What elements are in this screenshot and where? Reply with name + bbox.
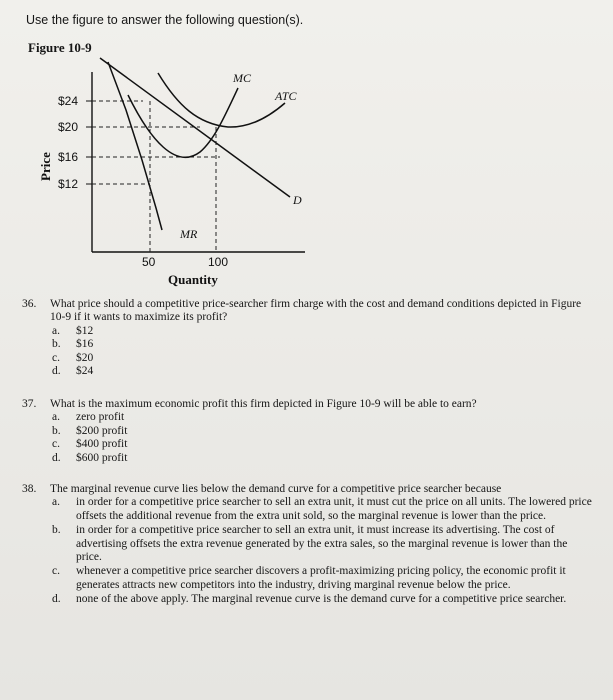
option-c[interactable]: c. $400 profit [52, 438, 128, 451]
question-stem: The marginal revenue curve lies below the demand curve for a competitive price searcher because [50, 483, 502, 495]
option-a[interactable]: a. in order for a competitive price searcher to sell an extra unit, it must cut the price on all units. The lowered price offsets the additional revenue from the extra unit sold, so the marginal revenue is lower than the price. [52, 496, 592, 522]
y-tick-20: $20 [58, 120, 79, 134]
option-d[interactable]: d. none of the above apply. The marginal revenue curve is the demand curve for a competitive price searcher. [52, 593, 567, 606]
y-axis-label: Price [38, 152, 53, 181]
y-tick-12: $12 [58, 177, 79, 191]
mc-label: MC [233, 71, 251, 85]
question-38 [22, 483, 592, 608]
guide-lines [92, 101, 220, 252]
question-37 [22, 398, 592, 465]
option-c[interactable]: c. $20 [52, 351, 94, 364]
question-number: 37. [22, 398, 37, 410]
mr-label: MR [180, 227, 198, 241]
option-c[interactable]: c. whenever a competitive price searcher discovers a profit-maximizing pricing policy, the economic profit it generates attracts new competitors into the industry, driving marginal revenue below the price. [52, 565, 566, 591]
x-tick-50: 50 [142, 255, 156, 269]
option-b[interactable]: b. $200 profit [52, 424, 128, 437]
question-number: 38. [22, 483, 37, 495]
question-number: 36. [22, 298, 37, 310]
x-axis-label: Quantity [168, 272, 218, 287]
y-tick-24: $24 [58, 94, 79, 108]
x-tick-100: 100 [208, 255, 229, 269]
option-a[interactable]: a. $12 [52, 324, 94, 337]
marginal-revenue-curve [108, 62, 162, 230]
option-d[interactable]: d. $600 profit [52, 451, 128, 464]
option-b[interactable]: b. in order for a competitive price searcher to sell an extra unit, it must increase its advertising. The cost of advertising offsets the extra revenue generated by the extra sales, so the marginal revenue is lower than the price. [52, 524, 568, 564]
option-a[interactable]: a. zero profit [52, 411, 125, 424]
demand-label: D [293, 193, 302, 207]
question-stem: What is the maximum economic profit this firm depicted in Figure 10-9 will be able to earn? [50, 398, 477, 410]
figure-title: Figure 10-9 [28, 40, 92, 55]
option-b[interactable]: b. $16 [52, 338, 94, 351]
atc-label: ATC [275, 89, 297, 103]
question-36 [22, 298, 592, 378]
average-total-cost-curve [158, 73, 285, 127]
instructions: Use the figure to answer the following question(s). [26, 13, 304, 27]
figure-graph [0, 0, 613, 300]
option-d[interactable]: d. $24 [52, 365, 94, 378]
y-tick-16: $16 [58, 150, 79, 164]
question-stem: What price should a competitive price-searcher firm charge with the cost and demand conditions depicted in Figure 10-9 if it wants to maximize its profit? [50, 298, 582, 324]
